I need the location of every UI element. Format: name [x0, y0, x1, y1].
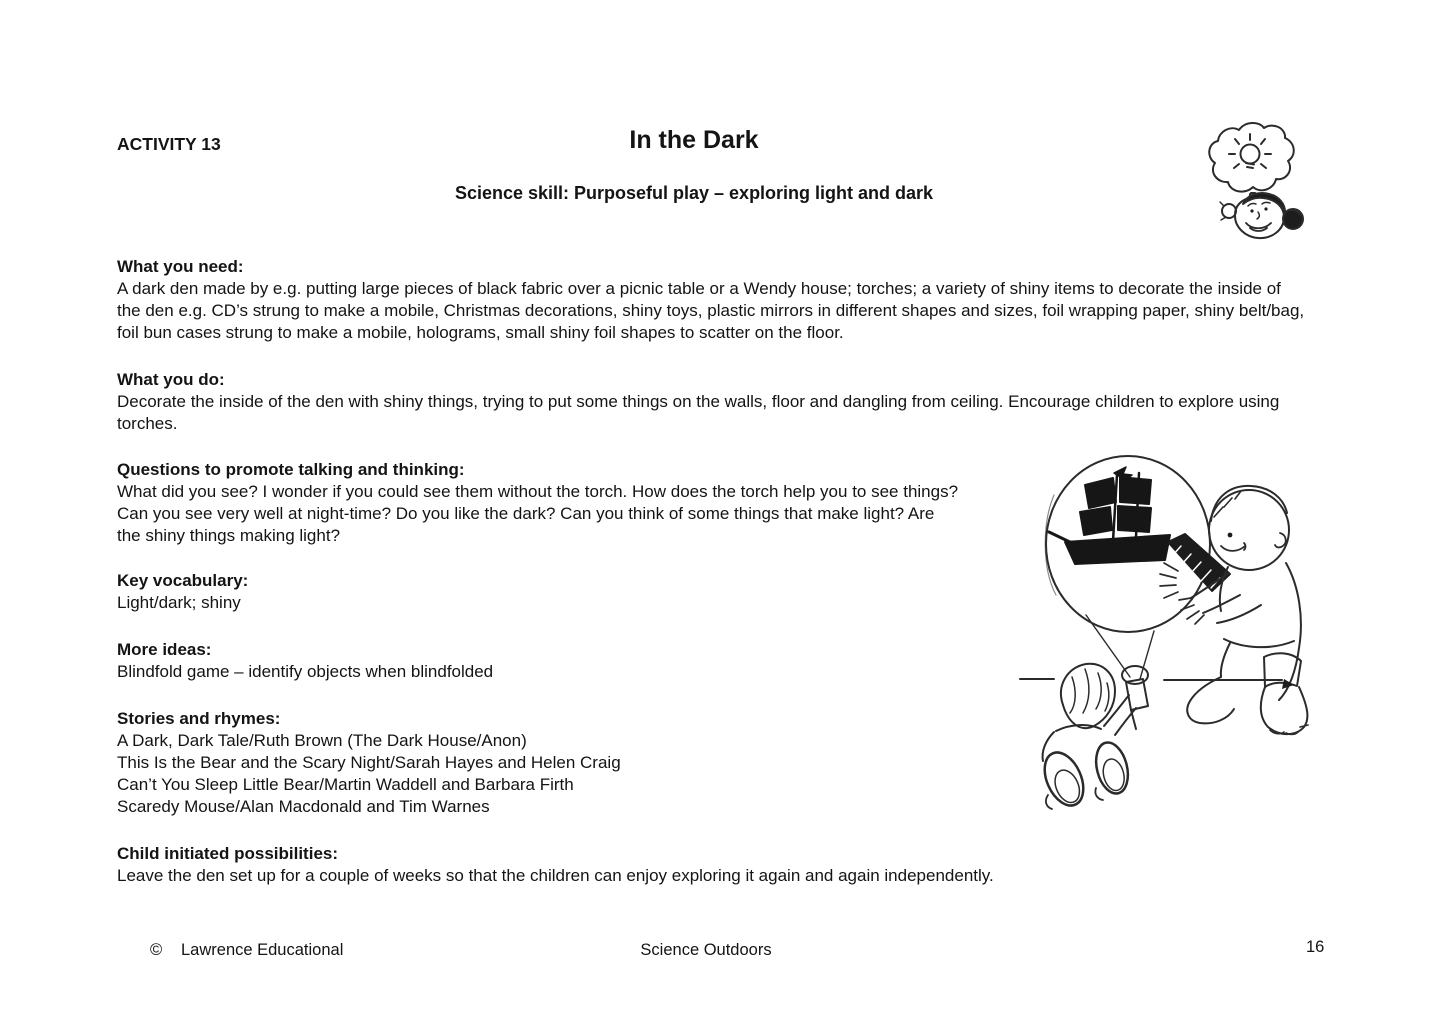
section-key-vocabulary — [117, 569, 962, 614]
section-stories-and-rhymes — [117, 707, 962, 818]
story-line: Can’t You Sleep Little Bear/Martin Waddell and Barbara Firth — [117, 775, 574, 794]
section-child-initiated — [117, 842, 1309, 887]
story-line: A Dark, Dark Tale/Ruth Brown (The Dark House/Anon) — [117, 731, 527, 750]
torch-ship-sketch — [1018, 443, 1318, 838]
section-body: Light/dark; shiny — [117, 593, 241, 612]
page-subtitle: Science skill: Purposeful play – exploring light and dark — [454, 183, 934, 203]
section-body: Leave the den set up for a couple of weeks so that the children can enjoy exploring it again and again independently. — [117, 866, 994, 885]
copyright-icon: © — [150, 941, 163, 959]
series-title: Science Outdoors — [640, 941, 772, 959]
page-title: In the Dark — [629, 126, 759, 154]
page-number: 16 — [1306, 938, 1325, 956]
section-body: What did you see? I wonder if you could see them without the torch. How does the torch help you to see things? Can you see very well at night-time? Do you like the dark? Can you think of some things that make light? Are the shiny things making light? — [117, 482, 959, 545]
section-what-you-need — [117, 255, 1309, 344]
lying-child-figure — [1037, 664, 1136, 812]
ship-silhouette — [1049, 467, 1170, 564]
activity-label: ACTIVITY 13 — [117, 134, 221, 154]
section-body: A dark den made by e.g. putting large pieces of black fabric over a picnic table or a Wendy house; torches; a variety of shiny items to decorate the inside of the den e.g. CD’s strung to make a mobile, Christmas decorations, shiny toys, plastic mirrors in different shapes and sizes, foil wrapping paper, shiny belt/bag, foil bun cases strung to make a mobile, holograms, small shiny foil shapes to scatter on the floor. — [117, 279, 1305, 342]
subtitle-block — [117, 183, 1271, 204]
section-heading: Child initiated possibilities: — [117, 844, 339, 863]
story-line: This Is the Bear and the Scary Night/Sarah Hayes and Helen Craig — [117, 753, 621, 772]
section-heading: Key vocabulary: — [117, 571, 249, 590]
section-heading: Stories and rhymes: — [117, 709, 281, 728]
torch-play-illustration — [1018, 443, 1318, 838]
thought-bubble-illustration — [1193, 116, 1311, 244]
section-heading: More ideas: — [117, 640, 212, 659]
stories-list — [117, 730, 962, 818]
lightbulb-icon — [1241, 145, 1260, 164]
floor-line — [1020, 679, 1282, 680]
publisher-name: Lawrence Educational — [181, 941, 344, 959]
section-questions — [117, 458, 962, 547]
section-body: Decorate the inside of the den with shiny things, trying to put some things on the walls, floor and dangling from ceiling. Encourage children to explore using torches. — [117, 392, 1280, 433]
thought-cloud — [1209, 123, 1293, 192]
section-heading: What you need: — [117, 257, 244, 276]
title-block — [117, 126, 1271, 155]
lightbulb-thought-sketch — [1193, 116, 1311, 244]
section-more-ideas — [117, 638, 962, 683]
section-what-you-do — [117, 368, 1309, 435]
section-body: Blindfold game – identify objects when blindfolded — [117, 662, 494, 681]
section-heading: Questions to promote talking and thinking: — [117, 460, 465, 479]
section-heading: What you do: — [117, 370, 225, 389]
torch-in-hands — [1168, 534, 1230, 591]
boy-figure — [1160, 486, 1308, 734]
story-line: Scaredy Mouse/Alan Macdonald and Tim Warnes — [117, 797, 490, 816]
